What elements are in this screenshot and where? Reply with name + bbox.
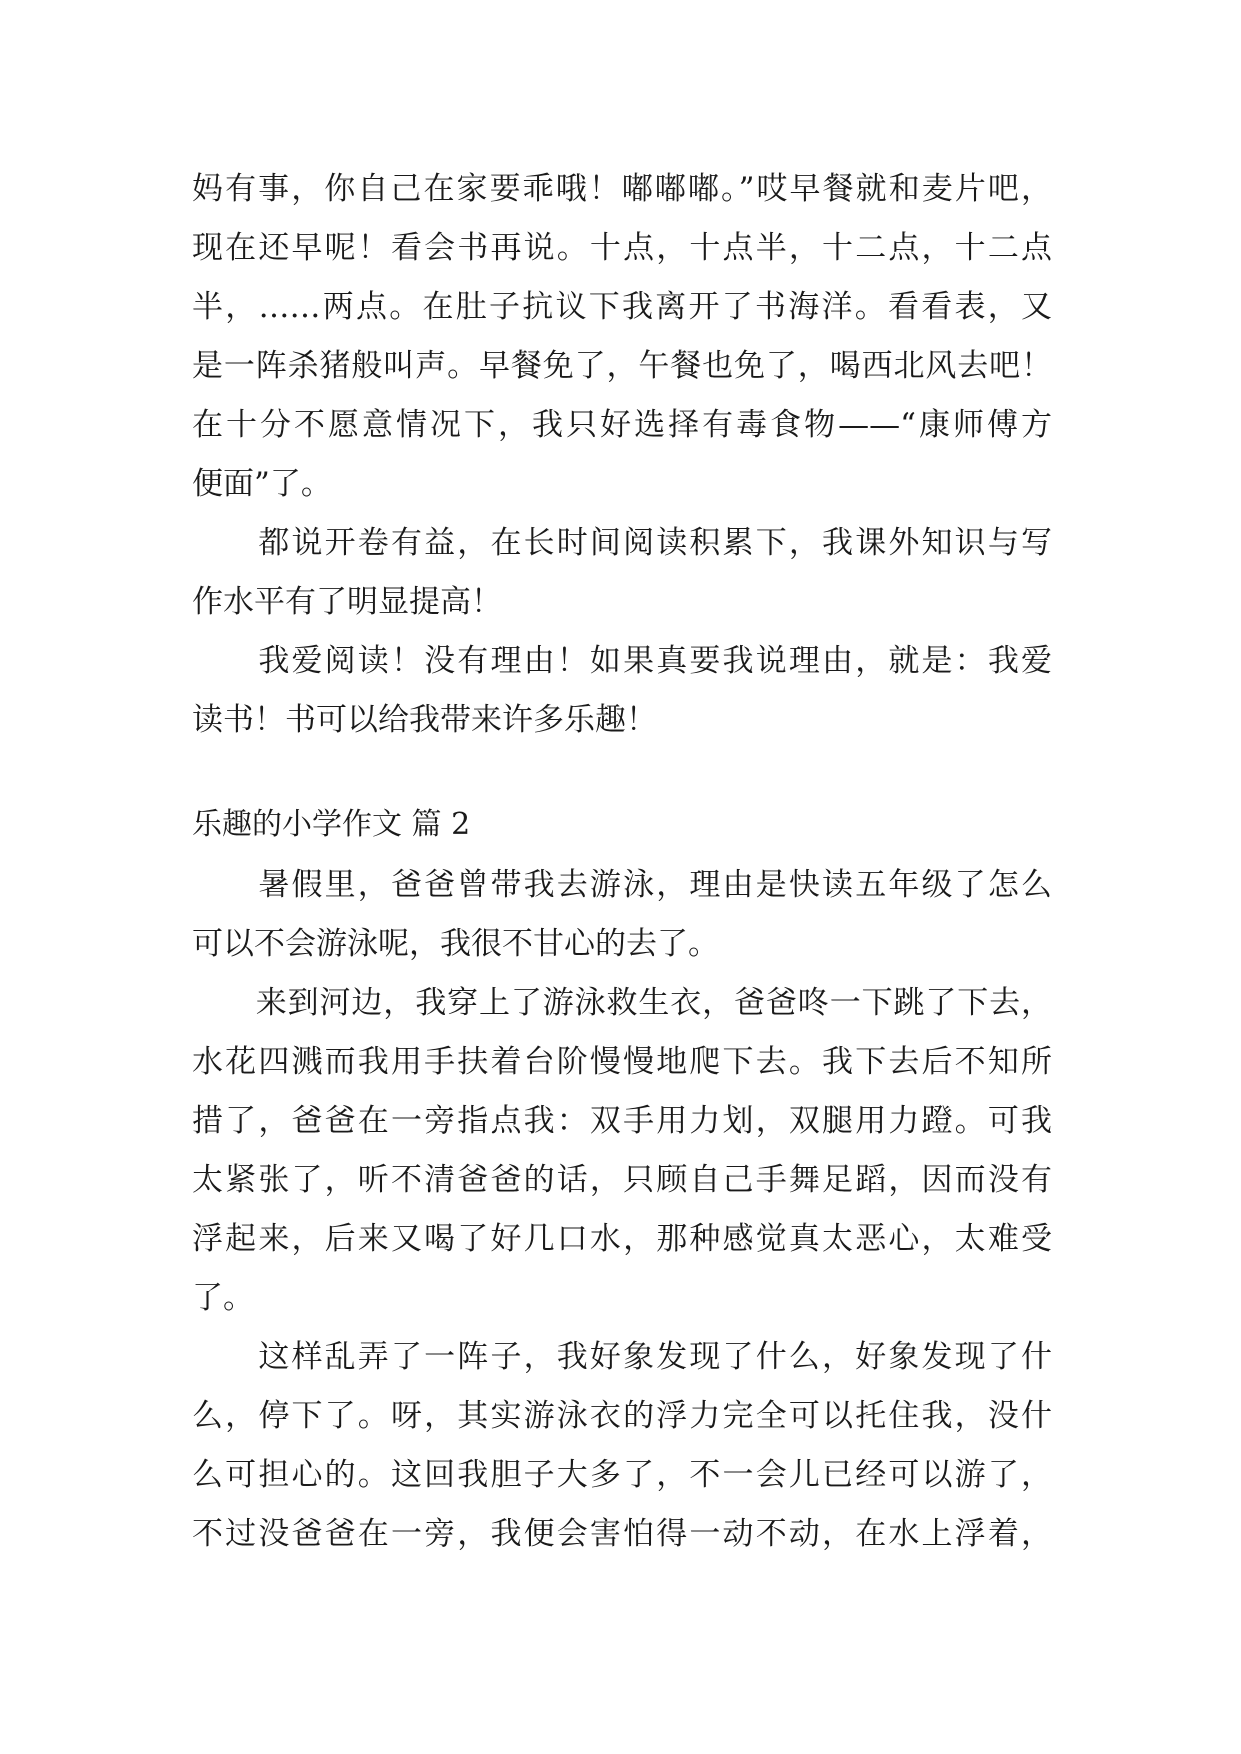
paragraph	[192, 514, 1052, 632]
text-line: 么，停下了。呀，其实游泳衣的浮力完全可以托住我，没什	[192, 1398, 1052, 1434]
text-line: 暑假里，爸爸曾带我去游泳，理由是快读五年级了怎么	[192, 867, 1052, 903]
paragraph	[192, 974, 1052, 1328]
section-heading: 乐趣的小学作文 篇 2	[192, 807, 471, 842]
text-line: 妈有事，你自己在家要乖哦！嘟嘟嘟。”哎早餐就和麦片吧，	[192, 171, 1052, 207]
paragraph	[192, 632, 1052, 750]
text-line: 这样乱弄了一阵子，我好象发现了什么，好象发现了什	[192, 1339, 1052, 1375]
text-line: 么可担心的。这回我胆子大多了，不一会儿已经可以游了，	[192, 1457, 1052, 1493]
paragraph	[192, 1328, 1052, 1564]
text-line: 读书！书可以给我带来许多乐趣！	[192, 702, 657, 738]
text-line: 了。	[192, 1280, 254, 1316]
text-line: 措了，爸爸在一旁指点我：双手用力划，双腿用力蹬。可我	[192, 1103, 1052, 1139]
text-line: 水花四溅而我用手扶着台阶慢慢地爬下去。我下去后不知所	[192, 1044, 1052, 1080]
text-line: 便面”了。	[192, 466, 332, 502]
paragraph	[192, 160, 1052, 514]
text-line: 可以不会游泳呢，我很不甘心的去了。	[192, 926, 719, 962]
text-line: 在十分不愿意情况下，我只好选择有毒食物——“康师傅方	[192, 407, 1052, 443]
text-line: 太紧张了，听不清爸爸的话，只顾自己手舞足蹈，因而没有	[192, 1162, 1052, 1198]
document-body	[192, 160, 1052, 1564]
paragraph	[192, 856, 1052, 974]
text-line: 都说开卷有益，在长时间阅读积累下，我课外知识与写	[192, 525, 1052, 561]
section-spacer	[192, 750, 1052, 794]
text-line: 现在还早呢！看会书再说。十点，十点半，十二点，十二点	[192, 230, 1052, 266]
text-line: 我爱阅读！没有理由！如果真要我说理由，就是：我爱	[192, 643, 1052, 679]
text-line: 不过没爸爸在一旁，我便会害怕得一动不动，在水上浮着，	[192, 1516, 1052, 1552]
text-line: 来到河边，我穿上了游泳救生衣，爸爸咚一下跳了下去，	[192, 985, 1052, 1021]
text-line: 是一阵杀猪般叫声。早餐免了，午餐也免了，喝西北风去吧！	[192, 348, 1052, 384]
text-line: 半，……两点。在肚子抗议下我离开了书海洋。看看表，又	[192, 289, 1052, 325]
text-line: 作水平有了明显提高！	[192, 584, 502, 620]
text-line: 浮起来，后来又喝了好几口水，那种感觉真太恶心，太难受	[192, 1221, 1052, 1257]
